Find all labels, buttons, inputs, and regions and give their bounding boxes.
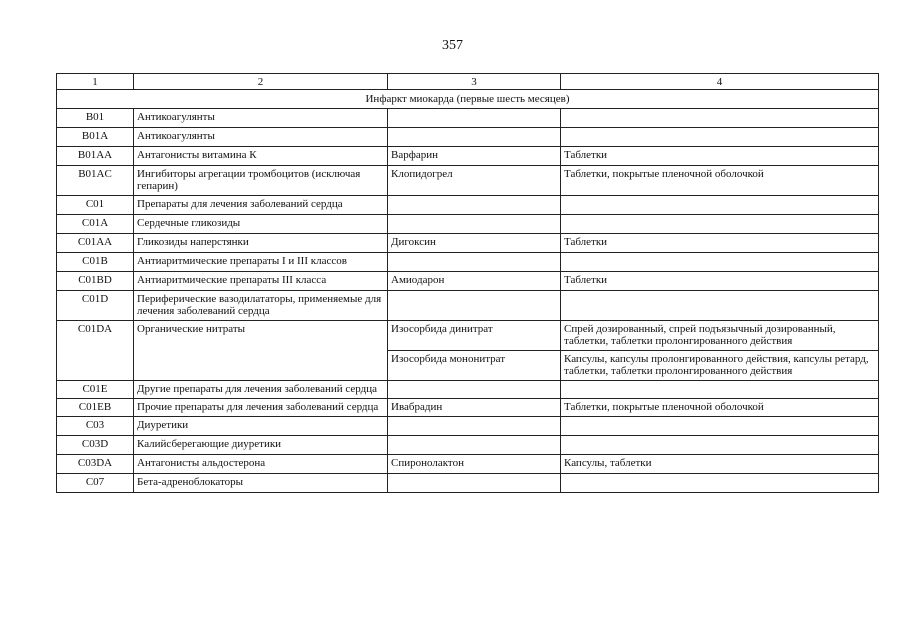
dosage-form <box>561 253 879 272</box>
drug-name: Изосорбида динитрат <box>388 321 561 351</box>
page-number: 357 <box>442 38 463 53</box>
table-row <box>57 272 879 291</box>
column-header-1: 1 <box>57 74 134 90</box>
drug-name <box>388 291 561 321</box>
drug-name: Клопидогрел <box>388 166 561 196</box>
dosage-form <box>561 474 879 493</box>
drug-name <box>388 417 561 436</box>
group-name: Гликозиды наперстянки <box>134 234 388 253</box>
atc-code: C01BD <box>57 272 134 291</box>
table-row <box>57 291 879 321</box>
drug-name: Ивабрадин <box>388 399 561 417</box>
atc-code: B01AC <box>57 166 134 196</box>
atc-code: C01A <box>57 215 134 234</box>
dosage-form <box>561 436 879 455</box>
section-title: Инфаркт миокарда (первые шесть месяцев) <box>57 90 879 109</box>
group-name: Антиаритмические препараты III класса <box>134 272 388 291</box>
atc-code: C01AA <box>57 234 134 253</box>
column-header-3: 3 <box>388 74 561 90</box>
atc-code: C07 <box>57 474 134 493</box>
drug-name <box>388 381 561 399</box>
dosage-form <box>561 291 879 321</box>
table-row <box>57 253 879 272</box>
table-row <box>57 474 879 493</box>
drug-name: Изосорбида мононитрат <box>388 351 561 381</box>
atc-code: C03D <box>57 436 134 455</box>
group-name: Диуретики <box>134 417 388 436</box>
dosage-form: Таблетки <box>561 234 879 253</box>
column-header-4: 4 <box>561 74 879 90</box>
drug-name <box>388 253 561 272</box>
drug-table <box>56 73 879 493</box>
table-header-row <box>57 74 879 90</box>
atc-code: C01DA <box>57 321 134 381</box>
group-name: Сердечные гликозиды <box>134 215 388 234</box>
table-row <box>57 417 879 436</box>
drug-name <box>388 474 561 493</box>
drug-name <box>388 109 561 128</box>
drug-name <box>388 436 561 455</box>
dosage-form: Спрей дозированный, спрей подъязычный дозированный, таблетки, таблетки пролонгированного действия <box>561 321 879 351</box>
table-row <box>57 166 879 196</box>
dosage-form <box>561 196 879 215</box>
atc-code: B01A <box>57 128 134 147</box>
atc-code: C01D <box>57 291 134 321</box>
drug-name: Амиодарон <box>388 272 561 291</box>
dosage-form <box>561 215 879 234</box>
dosage-form: Капсулы, таблетки <box>561 455 879 474</box>
atc-code: C01E <box>57 381 134 399</box>
group-name: Органические нитраты <box>134 321 388 381</box>
atc-code: C01EB <box>57 399 134 417</box>
drug-name: Спиронолактон <box>388 455 561 474</box>
dosage-form <box>561 109 879 128</box>
atc-code: B01 <box>57 109 134 128</box>
dosage-form <box>561 128 879 147</box>
dosage-form: Таблетки, покрытые пленочной оболочкой <box>561 399 879 417</box>
table-row <box>57 215 879 234</box>
table-row <box>57 234 879 253</box>
group-name: Бета-адреноблокаторы <box>134 474 388 493</box>
table-row <box>57 196 879 215</box>
group-name: Калийсберегающие диуретики <box>134 436 388 455</box>
drug-name: Варфарин <box>388 147 561 166</box>
dosage-form: Таблетки <box>561 147 879 166</box>
drug-name <box>388 215 561 234</box>
column-header-2: 2 <box>134 74 388 90</box>
group-name: Периферические вазодилататоры, применяемые для лечения заболеваний сердца <box>134 291 388 321</box>
dosage-form <box>561 381 879 399</box>
group-name: Антикоагулянты <box>134 128 388 147</box>
atc-code: B01AA <box>57 147 134 166</box>
table-row <box>57 436 879 455</box>
drug-name: Дигоксин <box>388 234 561 253</box>
table-row <box>57 381 879 399</box>
drug-name <box>388 196 561 215</box>
atc-code: C01 <box>57 196 134 215</box>
dosage-form: Таблетки <box>561 272 879 291</box>
drug-name <box>388 128 561 147</box>
dosage-form: Таблетки, покрытые пленочной оболочкой <box>561 166 879 196</box>
atc-code: C03 <box>57 417 134 436</box>
dosage-form <box>561 417 879 436</box>
table-row <box>57 399 879 417</box>
table-row <box>57 455 879 474</box>
table-row <box>57 128 879 147</box>
group-name: Антагонисты альдостерона <box>134 455 388 474</box>
table-row <box>57 109 879 128</box>
group-name: Антикоагулянты <box>134 109 388 128</box>
dosage-form: Капсулы, капсулы пролонгированного действия, капсулы ретард, таблетки, таблетки пролонгированного действия <box>561 351 879 381</box>
atc-code: C01B <box>57 253 134 272</box>
group-name: Антиаритмические препараты I и III классов <box>134 253 388 272</box>
atc-code: C03DA <box>57 455 134 474</box>
section-row <box>57 90 879 109</box>
group-name: Прочие препараты для лечения заболеваний сердца <box>134 399 388 417</box>
table-row <box>57 321 879 351</box>
group-name: Препараты для лечения заболеваний сердца <box>134 196 388 215</box>
group-name: Антагонисты витамина К <box>134 147 388 166</box>
table-row <box>57 147 879 166</box>
group-name: Ингибиторы агрегации тромбоцитов (исключая гепарин) <box>134 166 388 196</box>
group-name: Другие препараты для лечения заболеваний сердца <box>134 381 388 399</box>
